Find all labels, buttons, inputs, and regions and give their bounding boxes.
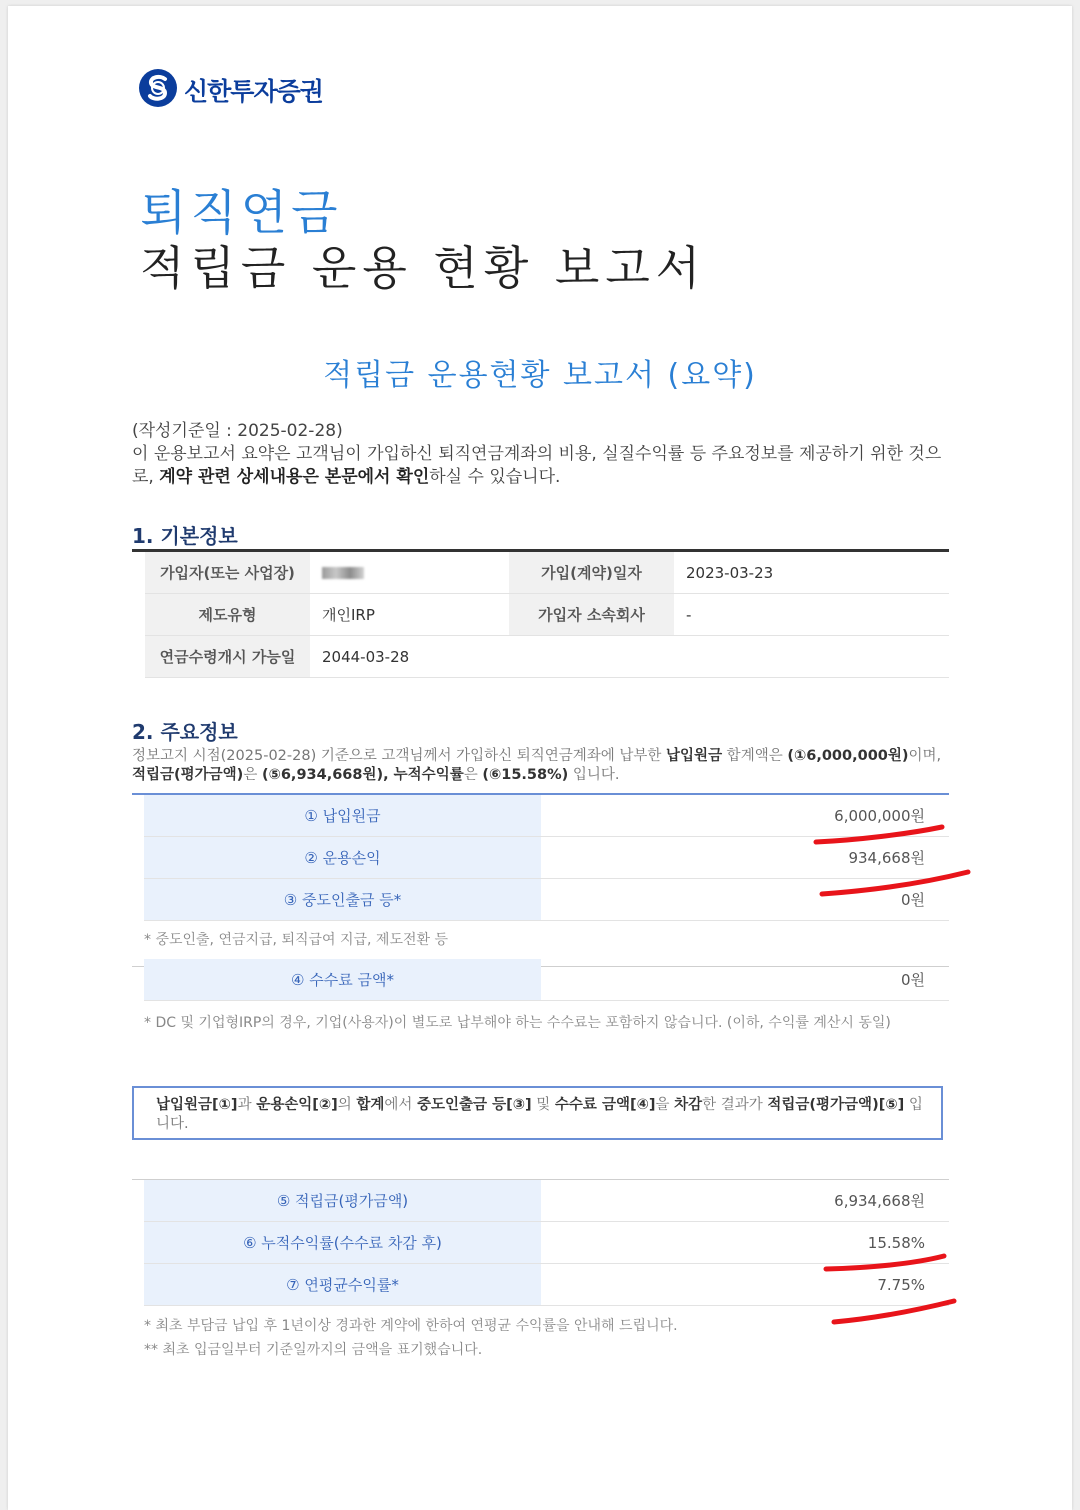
join-date-label: 가입(계약)일자 <box>509 552 674 594</box>
formula-part: 입니다. <box>156 1097 923 1132</box>
formula-bold: 합계 <box>356 1097 385 1113</box>
red-underline-mark <box>826 1256 944 1269</box>
page-title-secondary: 적립금 운용 현황 보고서 <box>140 241 707 295</box>
annual-return-value: 7.75% <box>541 1264 949 1306</box>
desc-bold: (⑤6,934,668원), 누적수익률 <box>261 767 464 783</box>
red-underline-mark <box>834 1301 954 1322</box>
principal-label: ① 납입원금 <box>144 795 541 837</box>
intro-part: 이 운용보고서 요약은 고객님이 가입하신 퇴직연금계좌의 비용, 실질수익률 등 주요정보를 제공하기 위한 것으로, <box>132 444 942 487</box>
fee-note: * DC 및 기업형IRP의 경우, 기업(사용자)이 별도로 납부해야 하는 수수료는 포함하지 않습니다. (이하, 수익률 계산시 동일) <box>144 1015 891 1031</box>
desc-bold: (⑥15.58%) <box>482 767 569 783</box>
subscriber-label: 가입자(또는 사업장) <box>145 552 310 594</box>
balance-value: 6,934,668원 <box>541 1180 949 1222</box>
annual-return-note: * 최초 부담금 납입 후 1년이상 경과한 계약에 한하여 연평균 수익률을 안내해 드립니다. <box>144 1318 678 1334</box>
cumulative-return-value: 15.58% <box>541 1222 949 1264</box>
intro-part: 하실 수 있습니다. <box>429 467 561 487</box>
plan-type-value: 개인IRP <box>310 594 509 636</box>
desc-part: 합계액은 <box>722 748 788 764</box>
desc-bold: (①6,000,000원) <box>787 748 909 764</box>
red-underline-mark <box>822 872 968 894</box>
formula-bold: 납입원금[①] <box>156 1097 238 1113</box>
formula-part: 및 <box>531 1097 555 1113</box>
principal-value: 6,000,000원 <box>541 795 949 837</box>
formula-bold: 중도인출금 등[③] <box>417 1097 532 1113</box>
cumulative-return-label: ⑥ 누적수익률(수수료 차감 후) <box>144 1222 541 1264</box>
desc-part: 은 <box>463 767 483 783</box>
formula-part: 의 <box>337 1097 357 1113</box>
formula-bold: 적립금(평가금액)[⑤] <box>767 1097 905 1113</box>
intro-bold: 계약 관련 상세내용은 본문에서 확인 <box>159 467 430 487</box>
withdrawal-note: * 중도인출, 연금지급, 퇴직급여 지급, 제도전환 등 <box>144 932 449 948</box>
pension-start-label: 연금수령개시 가능일 <box>145 636 310 678</box>
formula-part: 에서 <box>384 1097 418 1113</box>
report-page <box>8 6 1072 1510</box>
desc-bold: 납입원금 <box>666 748 723 764</box>
formula-bold: 수수료 금액[④] <box>554 1097 656 1113</box>
annual-return-label: ⑦ 연평균수익률* <box>144 1264 541 1306</box>
summary-title: 적립금 운용현황 보고서 (요약) <box>323 358 757 393</box>
formula-part: 과 <box>237 1097 257 1113</box>
plan-type-label: 제도유형 <box>145 594 310 636</box>
desc-bold: 적립금(평가금액) <box>132 767 244 783</box>
formula-part: 을 <box>655 1097 675 1113</box>
withdrawal-label: ③ 중도인출금 등* <box>144 879 541 921</box>
fee-value: 0원 <box>541 959 949 1001</box>
report-date: (작성기준일 : 2025-02-28) <box>132 421 343 441</box>
company-value: - <box>674 594 949 636</box>
formula-part: 한 결과가 <box>702 1097 768 1113</box>
balance-label: ⑤ 적립금(평가금액) <box>144 1180 541 1222</box>
profit-label: ② 운용손익 <box>144 837 541 879</box>
formula-bold: 운용손익[②] <box>256 1097 338 1113</box>
desc-part: 입니다. <box>568 767 620 783</box>
amount-note: ** 최초 입금일부터 기준일까지의 금액을 표기했습니다. <box>144 1342 483 1358</box>
section-title-basic: 1. 기본정보 <box>132 524 238 548</box>
page-title-primary: 퇴직연금 <box>140 185 342 241</box>
desc-part: 은 <box>243 767 262 783</box>
desc-part: 이며, <box>908 748 942 764</box>
withdrawal-value: 0원 <box>541 879 949 921</box>
company-label: 가입자 소속회사 <box>509 594 674 636</box>
pension-start-value: 2044-03-28 <box>310 636 509 678</box>
formula-bold: 차감 <box>674 1097 703 1113</box>
annotation-layer <box>8 6 1072 1510</box>
section-title-main: 2. 주요정보 <box>132 720 238 744</box>
join-date-value: 2023-03-23 <box>674 552 949 594</box>
profit-value: 934,668원 <box>541 837 949 879</box>
fee-label: ④ 수수료 금액* <box>144 959 541 1001</box>
company-name: 신한투자증권 <box>184 77 323 106</box>
red-underline-mark <box>816 827 942 842</box>
desc-part: 정보고지 시점(2025-02-28) 기준으로 고객님께서 가입하신 퇴직연금계좌에 납부한 <box>132 748 667 764</box>
